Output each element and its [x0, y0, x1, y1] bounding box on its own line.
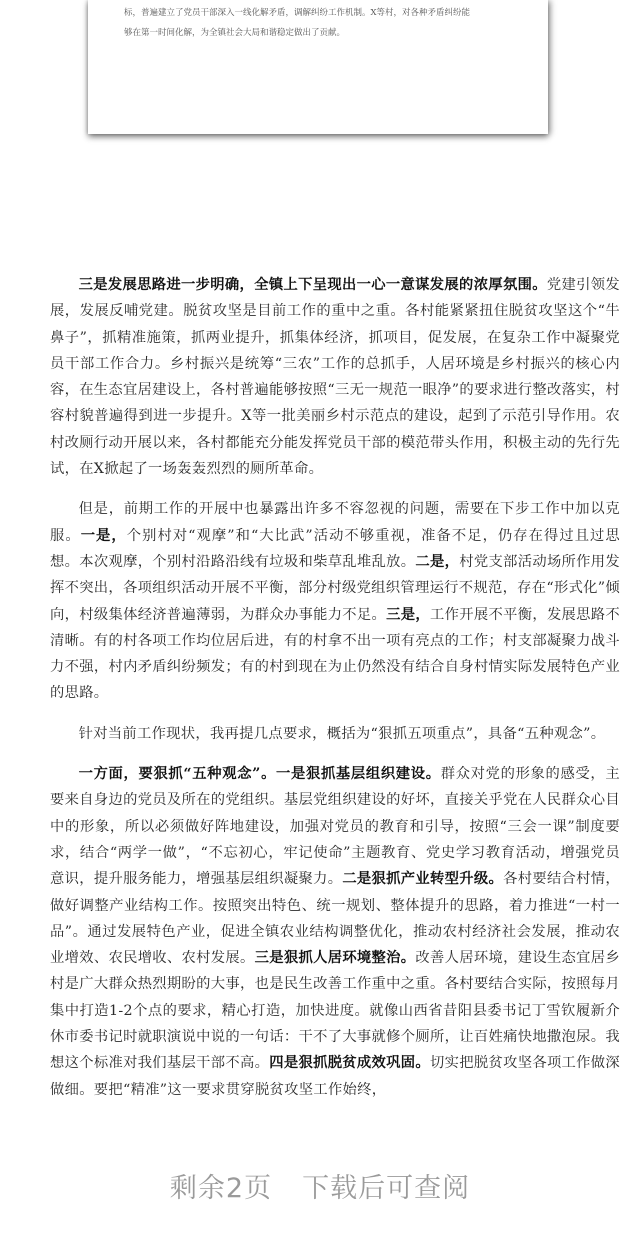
point-marker: 三是狠抓人居环境整治。: [254, 950, 416, 967]
paragraph-text: 个别村对“观摩”和“大比武”活动不够重视，准备不足，仍存在得过且过思想。本次观摩，个别村沿路沿线有垃圾和柴草乱堆乱放。: [50, 527, 620, 570]
heading-five-concepts: 一方面，要狠抓“五种观念”。一是狠抓基层组织建设。: [78, 766, 441, 783]
paragraph-requirements-intro: 针对当前工作现状，我再提几点要求，概括为“狠抓五项重点”，具备“五种观念”。: [78, 725, 606, 742]
paragraph-text: 党建引领发展，发展反哺党建。脱贫攻坚是目前工作的重中之重。各村能紧紧扭住脱贫攻坚这个“牛鼻子”，抓精准施策，抓两业提升，抓集体经济，抓项目，促发展，在复杂工作中凝聚党员干部工作合力。乡村振兴是统筹“三农”工作的总抓手，人居环境是乡村振兴的核心内容，在生态宜居建设上，各村普遍能够按照“三无一规范一眼净”的要求进行整改落实，村容村貌普遍得到进一步提升。X等一批美丽乡村示范点的建设，起到了示范引导作用。农村改厕行动开展以来，各村都能充分能发挥党员干部的模范带头作用，积极主动的先行先试，在X掀起了一场轰轰烈烈的厕所革命。: [50, 277, 620, 478]
previous-page-card: [88, 0, 548, 134]
remaining-pages-label: 剩余2页: [169, 1172, 273, 1204]
paragraph-text: 群众对党的形象的感受，主要来自身边的党员及所在的党组织。基层党组织建设的好坏，直接关乎党在人民群众心目中的形象，所以必须做好阵地建设，加强对党员的教育和引导，按照“三会一课”制度要求，结合“两学一做”，“不忘初心，牢记使命”主题教育、党史学习教育活动，增强党员意识，提升服务能力，增强基层组织凝聚力。: [50, 766, 620, 888]
heading-development-ideas: 三是发展思路进一步明确，全镇上下呈现出一心一意谋发展的浓厚氛围。: [78, 277, 547, 293]
point-marker: 四是狠抓脱贫成效巩固。: [269, 1055, 431, 1072]
paragraph-text: 切实把脱贫攻坚各项工作做深做细。要把“精准”这一要求贯穿脱贫攻坚工作始终，: [50, 1055, 620, 1098]
document-body: [50, 272, 620, 1117]
download-to-read-link[interactable]: 下载后可查阅: [302, 1172, 471, 1204]
point-marker: 一是，: [80, 527, 127, 544]
previous-page-line-2: 够在第一时间化解，为全镇社会大局和谐稳定做出了贡献。: [124, 28, 346, 38]
paragraph-text: 村党支部活动场所作用发挥不突出，各项组织活动开展不平衡，部分村级党组织管理运行不规范，存在“形式化”倾向，村级集体经济普遍薄弱，为群众办事能力不足。: [50, 553, 620, 623]
paragraph-problems: [50, 496, 620, 706]
paragraph-five-concepts: [50, 761, 620, 1103]
paragraph-text: 改善人居环境，建设生态宜居乡村是广大群众热烈期盼的大事，也是民生改善工作重中之重。各村要结合实际，按照每月集中打造1-2个点的要求，精心打造，加快进度。就像山西省昔阳县委书记丁雪钦履新介休市委书记时就职演说中说的一句话：干不了大事就修个厕所，让百姓痛快地撒泡尿。我想这个标准对我们基层干部不高。: [50, 950, 621, 1072]
point-marker: 二是狠抓产业转型升级。: [342, 871, 504, 888]
download-banner[interactable]: [0, 1150, 640, 1220]
point-marker: 二是，: [415, 553, 460, 570]
previous-page-line-1: 标，普遍建立了党员干部深入一线化解矛盾，调解纠纷工作机制。X等村，对各种矛盾纠纷能: [124, 8, 471, 18]
paragraph-text: 各村要结合村情，做好调整产业结构工作。按照突出特色、统一规划、整体提升的思路，着力推进“一村一品”。通过发展特色产业，促进全镇农业结构调整优化，推动农村经济社会发展，推动农业增效、农民增收、农村发展。: [50, 871, 620, 967]
paragraph-text: 但是，前期工作的开展中也暴露出许多不容忽视的问题，需要在下步工作中加以克服。: [50, 501, 620, 544]
point-marker: 三是，: [386, 606, 431, 623]
paragraph-development-ideas: [50, 272, 620, 482]
paragraph-text: 工作开展不平衡，发展思路不清晰。有的村各项工作均位居后进，有的村拿不出一项有亮点的工作；村支部凝聚力战斗力不强，村内矛盾纠纷频发；有的村到现在为止仍然没有结合自身村情实际发展特色产业的思路。: [50, 606, 620, 702]
